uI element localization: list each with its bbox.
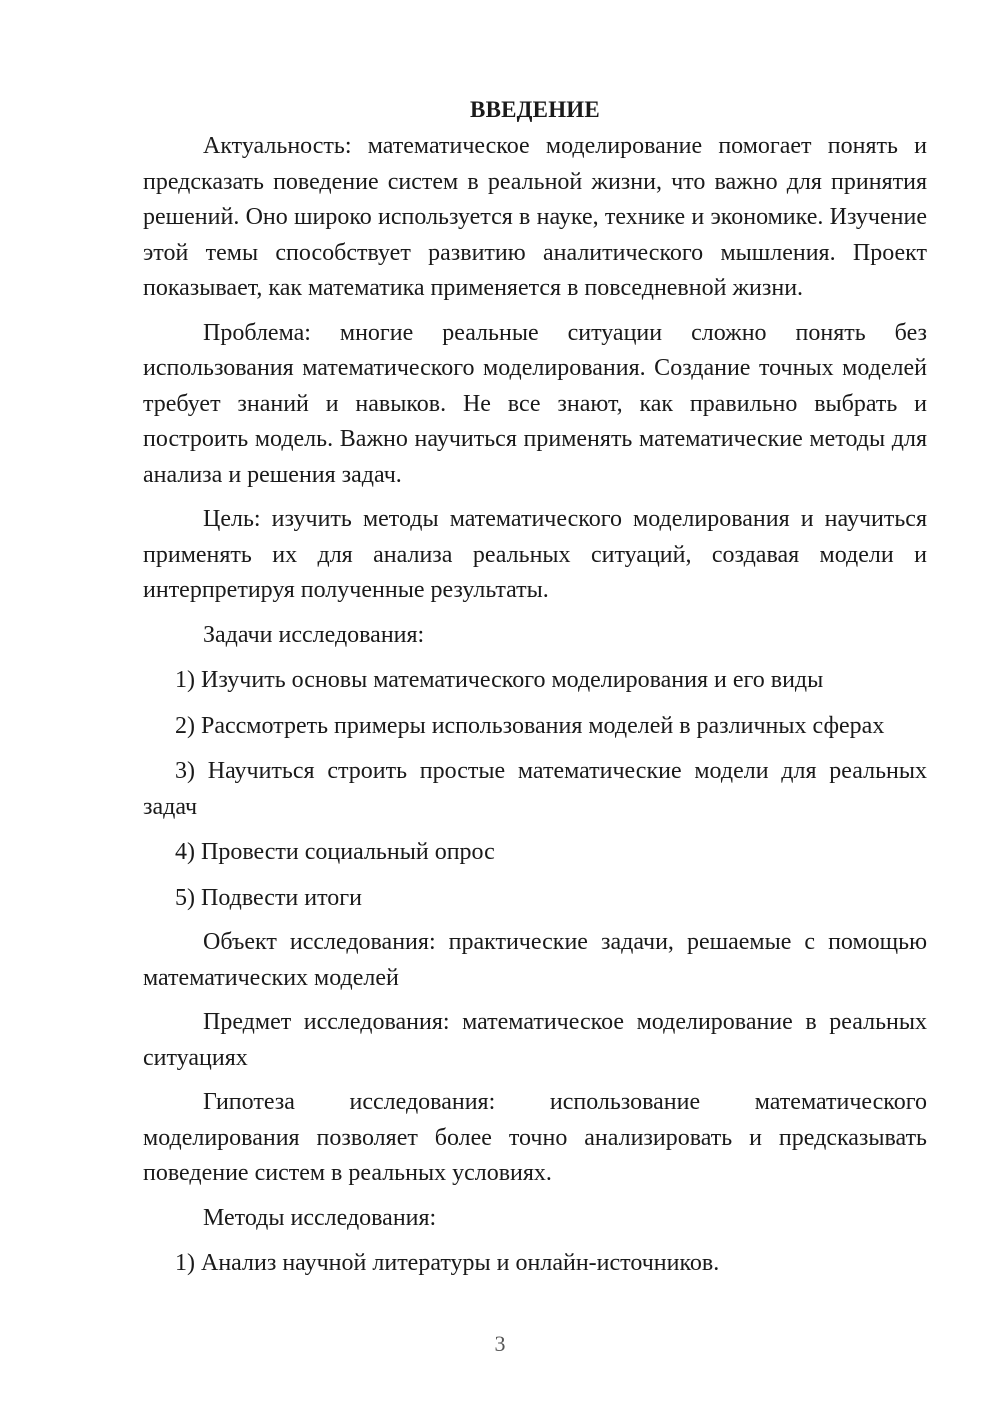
task-item: 4) Провести социальный опрос bbox=[175, 839, 495, 865]
task-item: 3) Научиться строить простые математические модели для реальных задач bbox=[143, 758, 927, 820]
relevance-paragraph: Актуальность: математическое моделирование помогает понять и предсказать поведение систем в реальной жизни, что важно для принятия решений. Оно широко используется в науке, технике и экономике. Изучение этой темы способствует развитию аналитического мышления. Проект показывает, как математика применяется в повседневной жизни. bbox=[143, 133, 927, 301]
section-title: ВВЕДЕНИЕ bbox=[470, 97, 600, 122]
subject-paragraph: Предмет исследования: математическое моделирование в реальных ситуациях bbox=[143, 1009, 927, 1071]
problem-paragraph: Проблема: многие реальные ситуации сложно понять без использования математического моделирования. Создание точных моделей требует знаний и навыков. Не все знают, как правильно выбрать и построить модель. Важно научиться применять математические методы для анализа и решения задач. bbox=[143, 319, 927, 488]
task-item: 2) Рассмотреть примеры использования моделей в различных сферах bbox=[175, 712, 885, 739]
method-item: 1) Анализ научной литературы и онлайн-источников. bbox=[175, 1250, 720, 1276]
object-paragraph: Объект исследования: практические задачи, решаемые с помощью математических моделей bbox=[143, 929, 927, 991]
hypothesis-paragraph: Гипотеза исследования: использование математического моделирования позволяет более точно анализировать и предсказывать поведение систем в реальных условиях. bbox=[143, 1089, 927, 1186]
goal-paragraph: Цель: изучить методы математического моделирования и научиться применять их для анализа реальных ситуаций, создавая модели и интерпретируя полученные результаты. bbox=[143, 506, 927, 603]
task-item: 5) Подвести итоги bbox=[175, 884, 362, 911]
tasks-heading: Задачи исследования: bbox=[203, 621, 425, 648]
methods-heading: Методы исследования: bbox=[203, 1204, 437, 1231]
document-body bbox=[143, 92, 927, 1282]
page-number: 3 bbox=[494, 1331, 506, 1356]
task-item: 1) Изучить основы математического моделирования и его виды bbox=[175, 667, 824, 693]
